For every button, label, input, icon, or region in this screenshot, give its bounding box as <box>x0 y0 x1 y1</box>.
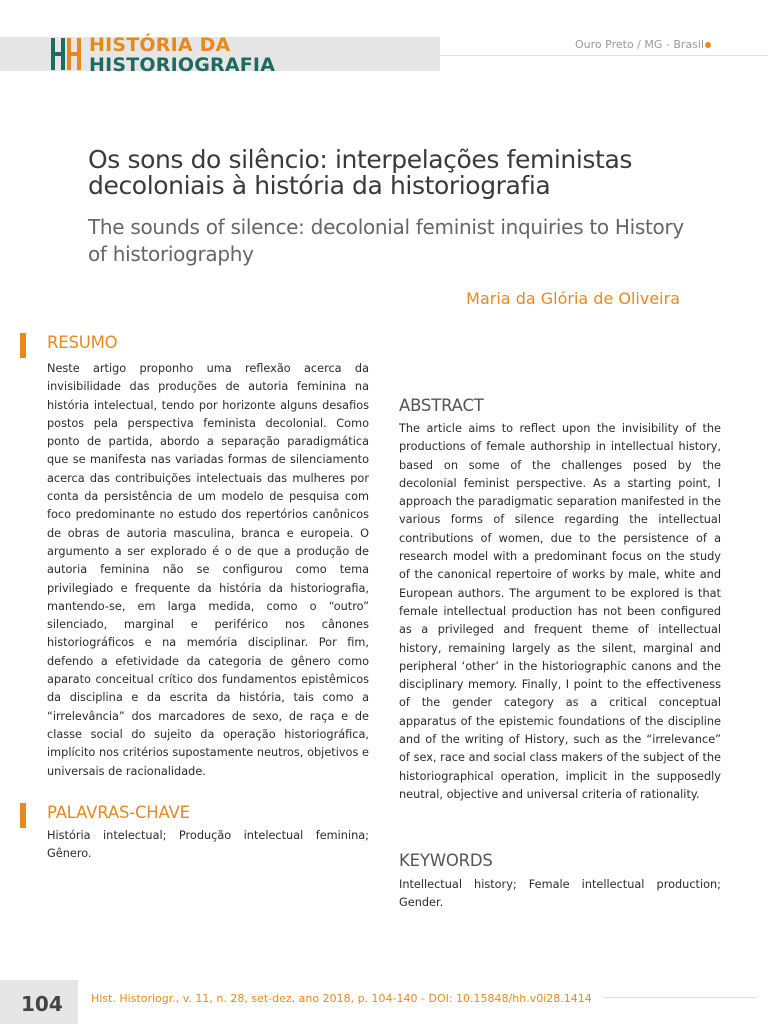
location-dot-icon <box>705 42 711 48</box>
palavras-chave-marker <box>20 803 26 828</box>
citation-line: Hist. Historiogr., v. 11, n. 28, set-dez, ano 2018, p. 104-140 - DOI: 10.15848/hh.v0i28.1414 <box>91 992 592 1005</box>
article-author: Maria da Glória de Oliveira <box>466 289 680 308</box>
location-label: Ouro Preto / MG - Brasil <box>575 38 704 51</box>
article-title-en: The sounds of silence: decolonial feminist inquiries to History of historiography <box>88 215 684 266</box>
journal-name-line2: HISTORIOGRAFIA <box>89 54 276 76</box>
resumo-text: Neste artigo proponho uma reflexão acerca da invisibilidade das produções de autoria feminina na história intelectual, tendo por horizonte alguns desafios postos pela perspectiva feminista decolonial. Como ponto de partida, abordo a separação paradigmática que se manifesta nas variadas formas de silenciamento acerca das contribuições intelectuais das mulheres por conta da persistência de um modelo de pesquisa com foco predominante no estudo dos repertórios canônicos de obras de autoria masculina, branca e europeia. O argumento a ser explorado é o de que a produção de autoria feminina não se configurou como tema privilegiado e frequente da história da historiografia, mantendo-se, em larga medida, como o “outro” silenciado, marginal e periférico nos cânones historiográficos e na memória disciplinar. Por fim, defendo a efetividade da categoria de gênero como aparato conceitual crítico dos fundamentos epistêmicos da disciplina e da escrita da história, tais como a “irrelevância” dos marcadores de sexo, de raça e de classe social do sujeito da operação historiográfica, implícito nos critérios supostamente neutros, objetivos e universais de racionalidade. <box>47 362 369 778</box>
footer-rule <box>604 997 756 998</box>
article-title-pt: Os sons do silêncio: interpelações feministas decoloniais à história da historiografia <box>88 145 632 200</box>
hh-logo-icon <box>50 36 82 72</box>
journal-name-line1: HISTÓRIA DA <box>89 34 231 56</box>
palavras-chave-heading: PALAVRAS-CHAVE <box>47 803 190 822</box>
resumo-heading: RESUMO <box>47 333 118 352</box>
palavras-chave-text: História intelectual; Produção intelectual feminina; Gênero. <box>47 829 369 861</box>
keywords-heading: KEYWORDS <box>399 851 493 870</box>
page-number: 104 <box>21 992 63 1016</box>
resumo-marker <box>20 333 26 358</box>
abstract-heading: ABSTRACT <box>399 396 484 415</box>
keywords-text: Intellectual history; Female intellectual production; Gender. <box>399 878 721 910</box>
abstract-text: The article aims to reflect upon the invisibility of the productions of female authorship in intellectual history, based on some of the challenges posed by the decolonial feminist perspective. As a starting point, I approach the paradigmatic separation manifested in the various forms of silence regarding the intellectual contributions of women, due to the persistence of a research model with a predominant focus on the study of the canonical repertoire of works by male, white and European authors. The argument to be explored is that female intellectual production has not been configured as a privileged and frequent theme of intellectual history, remaining largely as the silent, marginal and peripheral ‘other’ in the historiographic canons and the disciplinary memory. Finally, I point to the effectiveness of the gender category as a critical conceptual apparatus of the epistemic foundations of the discipline and of the writing of History, such as the “irrelevance” of sex, race and social class makers of the subject of the historiographical operation, implicit in the supposedly neutral, objective and universal criteria of rationality. <box>399 422 721 801</box>
header-rule <box>440 55 768 56</box>
